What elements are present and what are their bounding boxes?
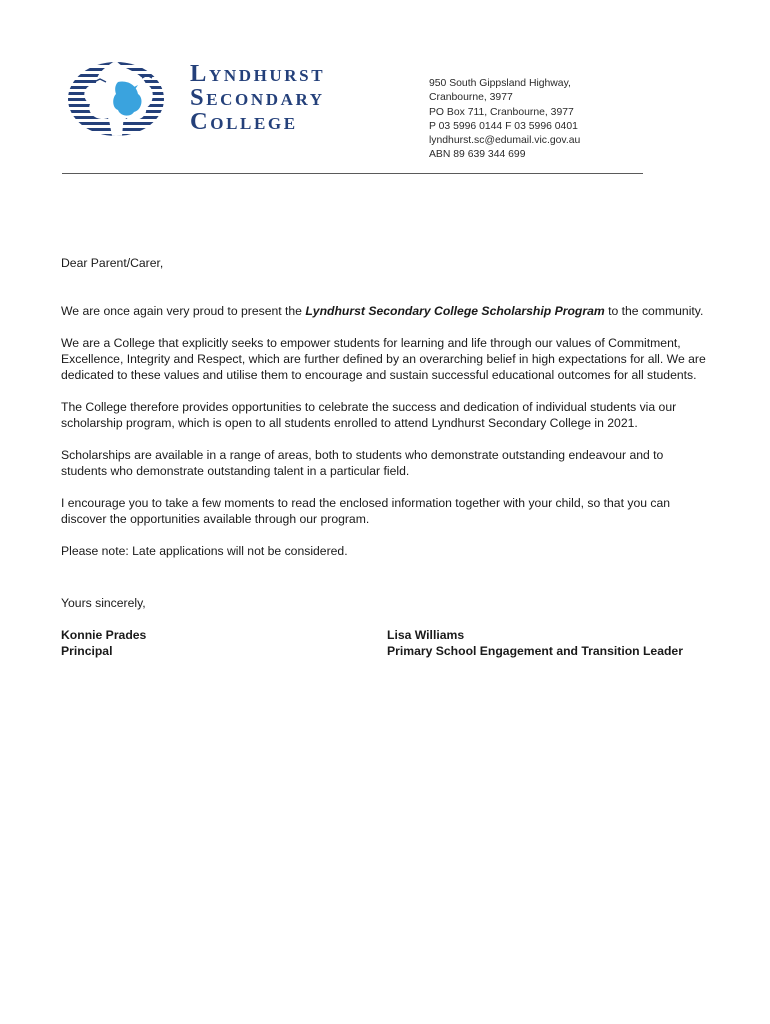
college-logo: [64, 58, 374, 140]
intro-text-after: to the community.: [604, 304, 704, 318]
letter-areas-paragraph: Scholarships are available in a range of areas, both to students who demonstrate outstanding endeavour and to students who demonstrate outstanding talent in a particular field.: [61, 448, 664, 478]
wordmark-line-3: College: [190, 108, 298, 135]
letter-salutation: Dear Parent/Carer,: [61, 256, 164, 270]
letterhead-address: [429, 77, 580, 163]
wordmark-line-2: Secondary: [190, 84, 325, 111]
address-email: lyndhurst.sc@edumail.vic.gov.au: [429, 135, 581, 147]
letter-values-paragraph: We are a College that explicitly seeks to empower students for learning and life through our values of Commitment, Excellence, Integrity and Respect, which are further defined by an overarching belief in high expectations for all. We are dedicated to these values and utilise them to encourage and sustain successful educational outcomes for all students.: [61, 336, 706, 382]
college-emblem-icon: [64, 58, 178, 140]
wordmark-line-1: Lyndhurst: [190, 60, 326, 87]
intro-text-before: We are once again very proud to present the: [61, 304, 306, 318]
signatory-title: Primary School Engagement and Transition Leader: [387, 644, 683, 658]
letter-opportunities-paragraph: The College therefore provides opportunities to celebrate the success and dedication of individual students via our scholarship program, which is open to all students enrolled to attend Lyndhurst Secondary College in 2021.: [61, 400, 677, 430]
letter-encourage-paragraph: I encourage you to take a few moments to read the enclosed information together with your child, so that you can discover the opportunities available through our program.: [61, 496, 671, 526]
address-suburb: Cranbourne, 3977: [429, 92, 513, 104]
signatory-name: Lisa Williams: [387, 628, 465, 642]
signatory-principal: [61, 627, 146, 659]
address-street: 950 South Gippsland Highway,: [429, 78, 571, 89]
signatory-engagement-leader: [387, 627, 683, 659]
signatory-title: Principal: [61, 644, 113, 658]
letter-body: [61, 255, 711, 661]
program-name: Lyndhurst Secondary College Scholarship Program: [305, 304, 605, 318]
letterhead-divider: [62, 173, 643, 174]
address-po-box: PO Box 711, Cranbourne, 3977: [429, 106, 574, 118]
address-phone-fax: P 03 5996 0144 F 03 5996 0401: [429, 120, 578, 132]
letter-closing: Yours sincerely,: [61, 596, 146, 610]
address-abn: ABN 89 639 344 699: [429, 149, 526, 161]
signature-block: [61, 627, 711, 661]
letter-note-paragraph: Please note: Late applications will not be considered.: [61, 544, 348, 558]
letter-intro-paragraph: [61, 303, 711, 319]
signatory-name: Konnie Prades: [61, 628, 147, 642]
college-wordmark: [190, 62, 376, 134]
